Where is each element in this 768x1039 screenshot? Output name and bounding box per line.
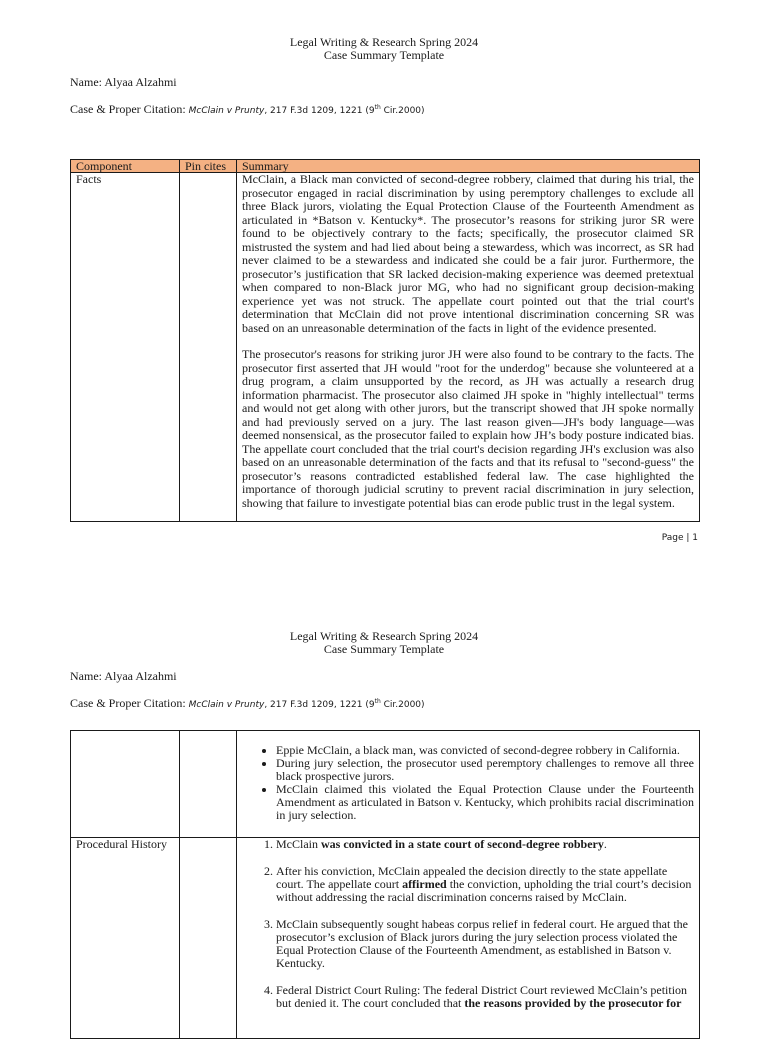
course-title: Legal Writing & Research Spring 2024 bbox=[289, 35, 479, 49]
list-item: • Eppie McClain, a black man, was convicted of second-degree robbery in California. bbox=[276, 744, 694, 757]
list-item: • McClain claimed this violated the Equal Protection Clause under the Fourteenth Amendment as articulated in Batson v. Kentucky, which prohibits racial discrimination in jury selection. bbox=[276, 783, 694, 822]
case-citation bbox=[70, 101, 425, 118]
table-row bbox=[71, 173, 700, 522]
procedural-pin-cites bbox=[180, 838, 237, 1039]
facts-paragraph-2: The prosecutor's reasons for striking juror JH were also found to be contrary to the facts. The prosecutor first asserted that JH would "root for the underdog" because she volunteered at a drug program, a claim unsupported by the record, as JH was actually a research drug information pharmacist. The prosecutor also claimed JH spoke in "highly intellectual" terms and would not get along with other jurors, but the transcript showed that JH spoke normally and had previously served on a jury. The last reason given—JH's body language—was deemed nonsensical, as the prosecutor failed to explain how JH’s body posture indicated bias. The appellate court concluded that the trial court's decision regarding JH's exclusion was also based on an unreasonable determination of the facts and that its refusal to "second-guess" the prosecutor’s reasons contradicted established federal law. The case highlighted the importance of thorough judicial scrutiny to prevent racial discrimination in jury selection, showing that failure to investigate potential bias can erode public trust in the legal system. bbox=[242, 347, 694, 510]
facts-bullet-list bbox=[242, 744, 694, 822]
header-summary: Summary bbox=[237, 160, 700, 173]
student-name: Name: Alyaa Alzahmi bbox=[70, 75, 177, 89]
table-header-row bbox=[71, 160, 700, 173]
page-number: Page | 1 bbox=[661, 533, 698, 543]
facts-label-continued bbox=[71, 731, 180, 838]
template-title: Case Summary Template bbox=[323, 642, 445, 656]
facts-pin-cites-continued bbox=[180, 731, 237, 838]
procedural-history-label: Procedural History bbox=[71, 838, 180, 1039]
table-row bbox=[71, 731, 700, 838]
citation-label: Case & Proper Citation: bbox=[70, 696, 189, 710]
list-item: • During jury selection, the prosecutor used peremptory challenges to remove all three black prospective jurors. bbox=[276, 757, 694, 783]
facts-summary bbox=[237, 173, 700, 522]
facts-bullets bbox=[237, 731, 700, 838]
header-pin-cites: Pin cites bbox=[180, 160, 237, 173]
facts-pin-cites bbox=[180, 173, 237, 522]
document-header bbox=[0, 630, 768, 656]
case-summary-table bbox=[70, 159, 700, 522]
facts-paragraph-1: McClain, a Black man convicted of second-degree robbery, claimed that during his trial, the prosecutor engaged in racial discrimination by using peremptory challenges to exclude all three Black jurors, violating the Equal Protection Clause of the Fourteenth Amendment as articulated in *Batson v. Kentucky*. The prosecutor’s reasons for striking juror SR were found to be objectively contrary to the facts; specifically, the prosecutor claimed SR mistrusted the system and had lied about being a stewardess, which was incorrect, as SR had never claimed to be a stewardess and indicated she could be a fair juror. Furthermore, the prosecutor’s justification that SR lacked decision-making experience was deemed pretextual when compared to non-Black juror MG, who had no significant group decision-making experience yet was not struck. The appellate court pointed out that the trial court's determination that McClain did not prove intentional discrimination concerning SR was based on an unreasonable determination of the facts in light of the evidence presented. bbox=[242, 172, 694, 335]
citation-value: McClain v Prunty, 217 F.3d 1209, 1221 (9th Cir.2000) bbox=[188, 698, 425, 710]
case-citation bbox=[70, 695, 425, 712]
case-name: McClain v Prunty bbox=[188, 700, 265, 710]
procedural-steps-list bbox=[242, 838, 694, 1010]
template-title: Case Summary Template bbox=[323, 48, 445, 62]
citation-label: Case & Proper Citation: bbox=[70, 102, 189, 116]
case-name: McClain v Prunty bbox=[188, 106, 265, 116]
course-title: Legal Writing & Research Spring 2024 bbox=[289, 629, 479, 643]
table-row bbox=[71, 838, 700, 1039]
facts-label: Facts bbox=[71, 173, 180, 522]
procedural-history-summary bbox=[237, 838, 700, 1039]
list-item: 4. Federal District Court Ruling: The federal District Court reviewed McClain’s petition but denied it. The court concluded that the reasons provided by the prosecutor for bbox=[276, 984, 694, 1010]
list-item: 3. McClain subsequently sought habeas corpus relief in federal court. He argued that the prosecutor’s exclusion of Black jurors during the jury selection process violated the Equal Protection Clause of the Fourteenth Amendment, as established in Batson v. Kentucky. bbox=[276, 918, 694, 970]
student-name: Name: Alyaa Alzahmi bbox=[70, 669, 177, 683]
citation-value: McClain v Prunty, 217 F.3d 1209, 1221 (9th Cir.2000) bbox=[188, 104, 425, 116]
document-header bbox=[0, 36, 768, 62]
header-component: Component bbox=[71, 160, 180, 173]
list-item: 1. McClain was convicted in a state court of second-degree robbery. bbox=[276, 838, 694, 851]
list-item: 2. After his conviction, McClain appealed the decision directly to the state appellate court. The appellate court affirmed the conviction, upholding the trial court’s decision without addressing the racial discrimination concerns raised by McClain. bbox=[276, 865, 694, 904]
case-summary-table-continued bbox=[70, 730, 700, 1039]
document-page-2 bbox=[0, 594, 768, 1024]
